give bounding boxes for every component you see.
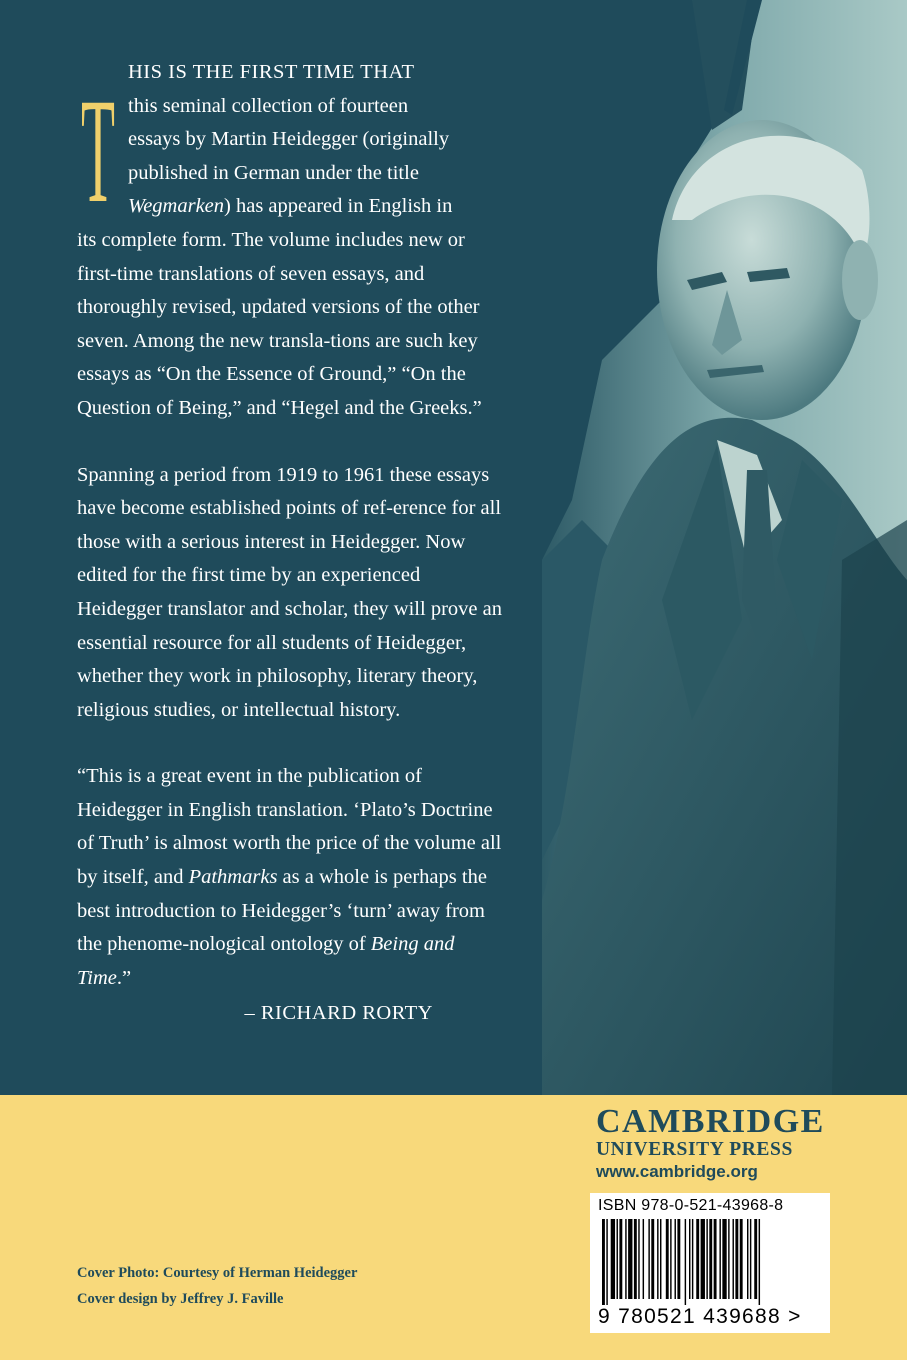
barcode-bar	[689, 1219, 690, 1299]
barcode-bar	[666, 1219, 669, 1299]
drop-cap	[81, 58, 115, 212]
barcode-bar	[634, 1219, 637, 1299]
barcode-bar	[611, 1219, 615, 1299]
quote-attribution: – RICHARD RORTY	[244, 1002, 433, 1025]
quote-part-3: .”	[116, 966, 132, 989]
period-paragraph: Spanning a period from 1919 to 1961 these essays have become established points of ref-erence for all those with a serious interest in Heidegger. Now edited for the first time by an experienced Heidegger translator and scholar, they will prove an essential resource for all students of Heidegger, whether they work in philosophy, literary theory, religious studies, or intellectual history.	[77, 463, 502, 721]
barcode-bar	[747, 1219, 748, 1299]
barcode-bar	[648, 1219, 649, 1299]
barcode-bar	[692, 1219, 693, 1299]
barcode-bar	[685, 1219, 686, 1305]
barcode-bar	[619, 1219, 622, 1299]
publisher-subtitle: UNIVERSITY PRESS	[596, 1139, 793, 1160]
intro-paragraph	[77, 56, 507, 426]
barcode-bar	[643, 1219, 644, 1299]
author-photo-illustration	[542, 0, 907, 1095]
barcode-bar	[677, 1219, 680, 1299]
cover-credits	[77, 1260, 357, 1312]
barcode-bar	[759, 1219, 760, 1305]
isbn-barcode	[590, 1193, 830, 1333]
barcode-bar	[628, 1219, 632, 1299]
barcode-bar	[754, 1219, 757, 1299]
barcode-bar	[696, 1219, 699, 1299]
barcode-bar	[657, 1219, 658, 1299]
barcode-bar	[750, 1219, 751, 1299]
quote-paragraph	[77, 760, 507, 995]
publisher-logo	[596, 1104, 826, 1184]
barcode-bar	[701, 1219, 705, 1299]
design-credit: Cover design by Jeffrey J. Faville	[77, 1291, 284, 1307]
barcode-bar	[651, 1219, 654, 1299]
barcode-bar	[722, 1219, 726, 1299]
intro-first-line: HIS IS THE FIRST TIME THAT	[128, 61, 415, 83]
intro-line-1: this seminal collection of fourteen	[128, 94, 409, 117]
barcode-bar	[706, 1219, 707, 1299]
isbn-number: ISBN 978-0-521-43968-8	[598, 1197, 784, 1214]
barcode-bar	[606, 1219, 607, 1305]
intro-after-title: ) has appeared in English in	[224, 195, 453, 218]
barcode-bar	[733, 1219, 734, 1299]
being-and-time-title: Being and Time	[77, 933, 455, 989]
barcode-digits: 9 780521 439688 >	[598, 1305, 802, 1328]
author-photo	[542, 0, 907, 1095]
barcode-bar	[675, 1219, 676, 1299]
barcode-bar	[728, 1219, 729, 1299]
pathmarks-title: Pathmarks	[188, 866, 278, 889]
barcode-bar	[735, 1219, 738, 1299]
quote-part-1: “This is a great event in the publication of Heidegger in English translation. ‘Plato’s Doctrine of Truth’ is almost worth the price of the volume all by itself, and	[77, 765, 502, 889]
intro-line-3: published in German under the title	[128, 161, 419, 184]
barcode-bar	[670, 1219, 671, 1299]
intro-continued: its complete form. The volume includes new or first-time translations of seven essays, and thoroughly revised, updated versions of the other seven. Among the new transla-tions are such key essays as “On the Essence of Ground,” “On the Question of Being,” and “Hegel and the Greeks.”	[77, 228, 482, 419]
barcode-bar	[617, 1219, 618, 1299]
intro-line-4	[77, 190, 507, 224]
barcode-bar	[638, 1219, 639, 1299]
intro-line-2: essays by Martin Heidegger (originally	[128, 128, 450, 151]
barcode-bars	[598, 1219, 822, 1305]
barcode-bar	[719, 1219, 720, 1299]
barcode-bar	[660, 1219, 661, 1299]
publisher-website: www.cambridge.org	[596, 1162, 758, 1181]
svg-text:T: T	[81, 68, 115, 212]
publisher-name: CAMBRIDGE	[596, 1103, 825, 1140]
barcode-bar	[714, 1219, 717, 1299]
description-text	[77, 56, 507, 1031]
barcode-bar	[740, 1219, 743, 1299]
barcode-bar	[602, 1219, 605, 1305]
wegmarken-title: Wegmarken	[128, 195, 225, 218]
photo-credit: Cover Photo: Courtesy of Herman Heidegger	[77, 1265, 358, 1281]
barcode-bar	[625, 1219, 626, 1299]
quote-part-2: as a whole is perhaps the best introduction to Heidegger’s ‘turn’ away from the phenome-nological ontology of	[77, 866, 487, 956]
barcode-bar	[709, 1219, 712, 1299]
